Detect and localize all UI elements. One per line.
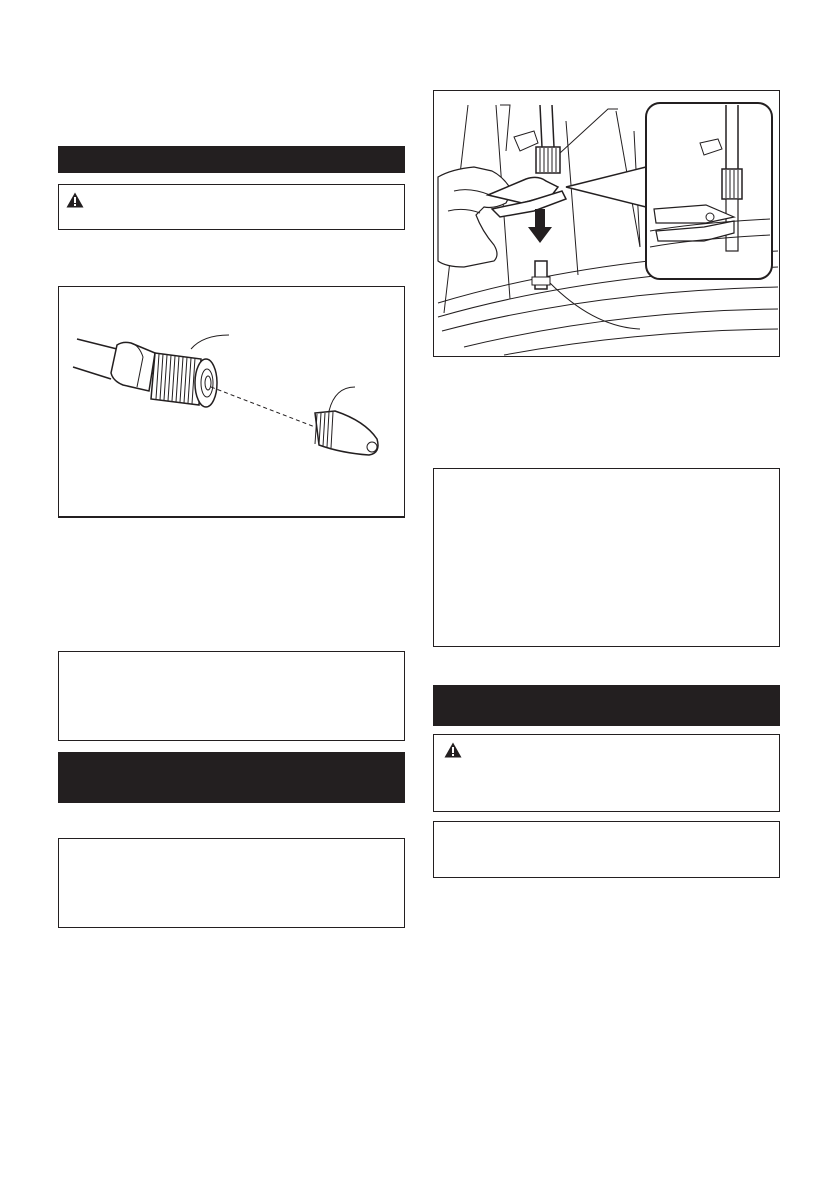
warning-box-1 xyxy=(58,184,405,230)
figure-nozzle xyxy=(58,286,405,518)
nozzle-illustration xyxy=(59,287,404,516)
valve-illustration xyxy=(434,91,779,356)
note-box-4 xyxy=(433,821,780,878)
section-header-1 xyxy=(58,146,405,173)
figure-valve xyxy=(433,90,780,357)
section-header-3 xyxy=(433,685,780,726)
warning-box-2 xyxy=(433,734,780,812)
section-header-2 xyxy=(58,752,405,803)
note-box-2 xyxy=(58,838,405,928)
note-box-3 xyxy=(433,468,780,647)
warning-triangle-icon xyxy=(444,742,462,758)
warning-triangle-icon xyxy=(66,192,84,208)
note-box-1 xyxy=(58,651,405,741)
